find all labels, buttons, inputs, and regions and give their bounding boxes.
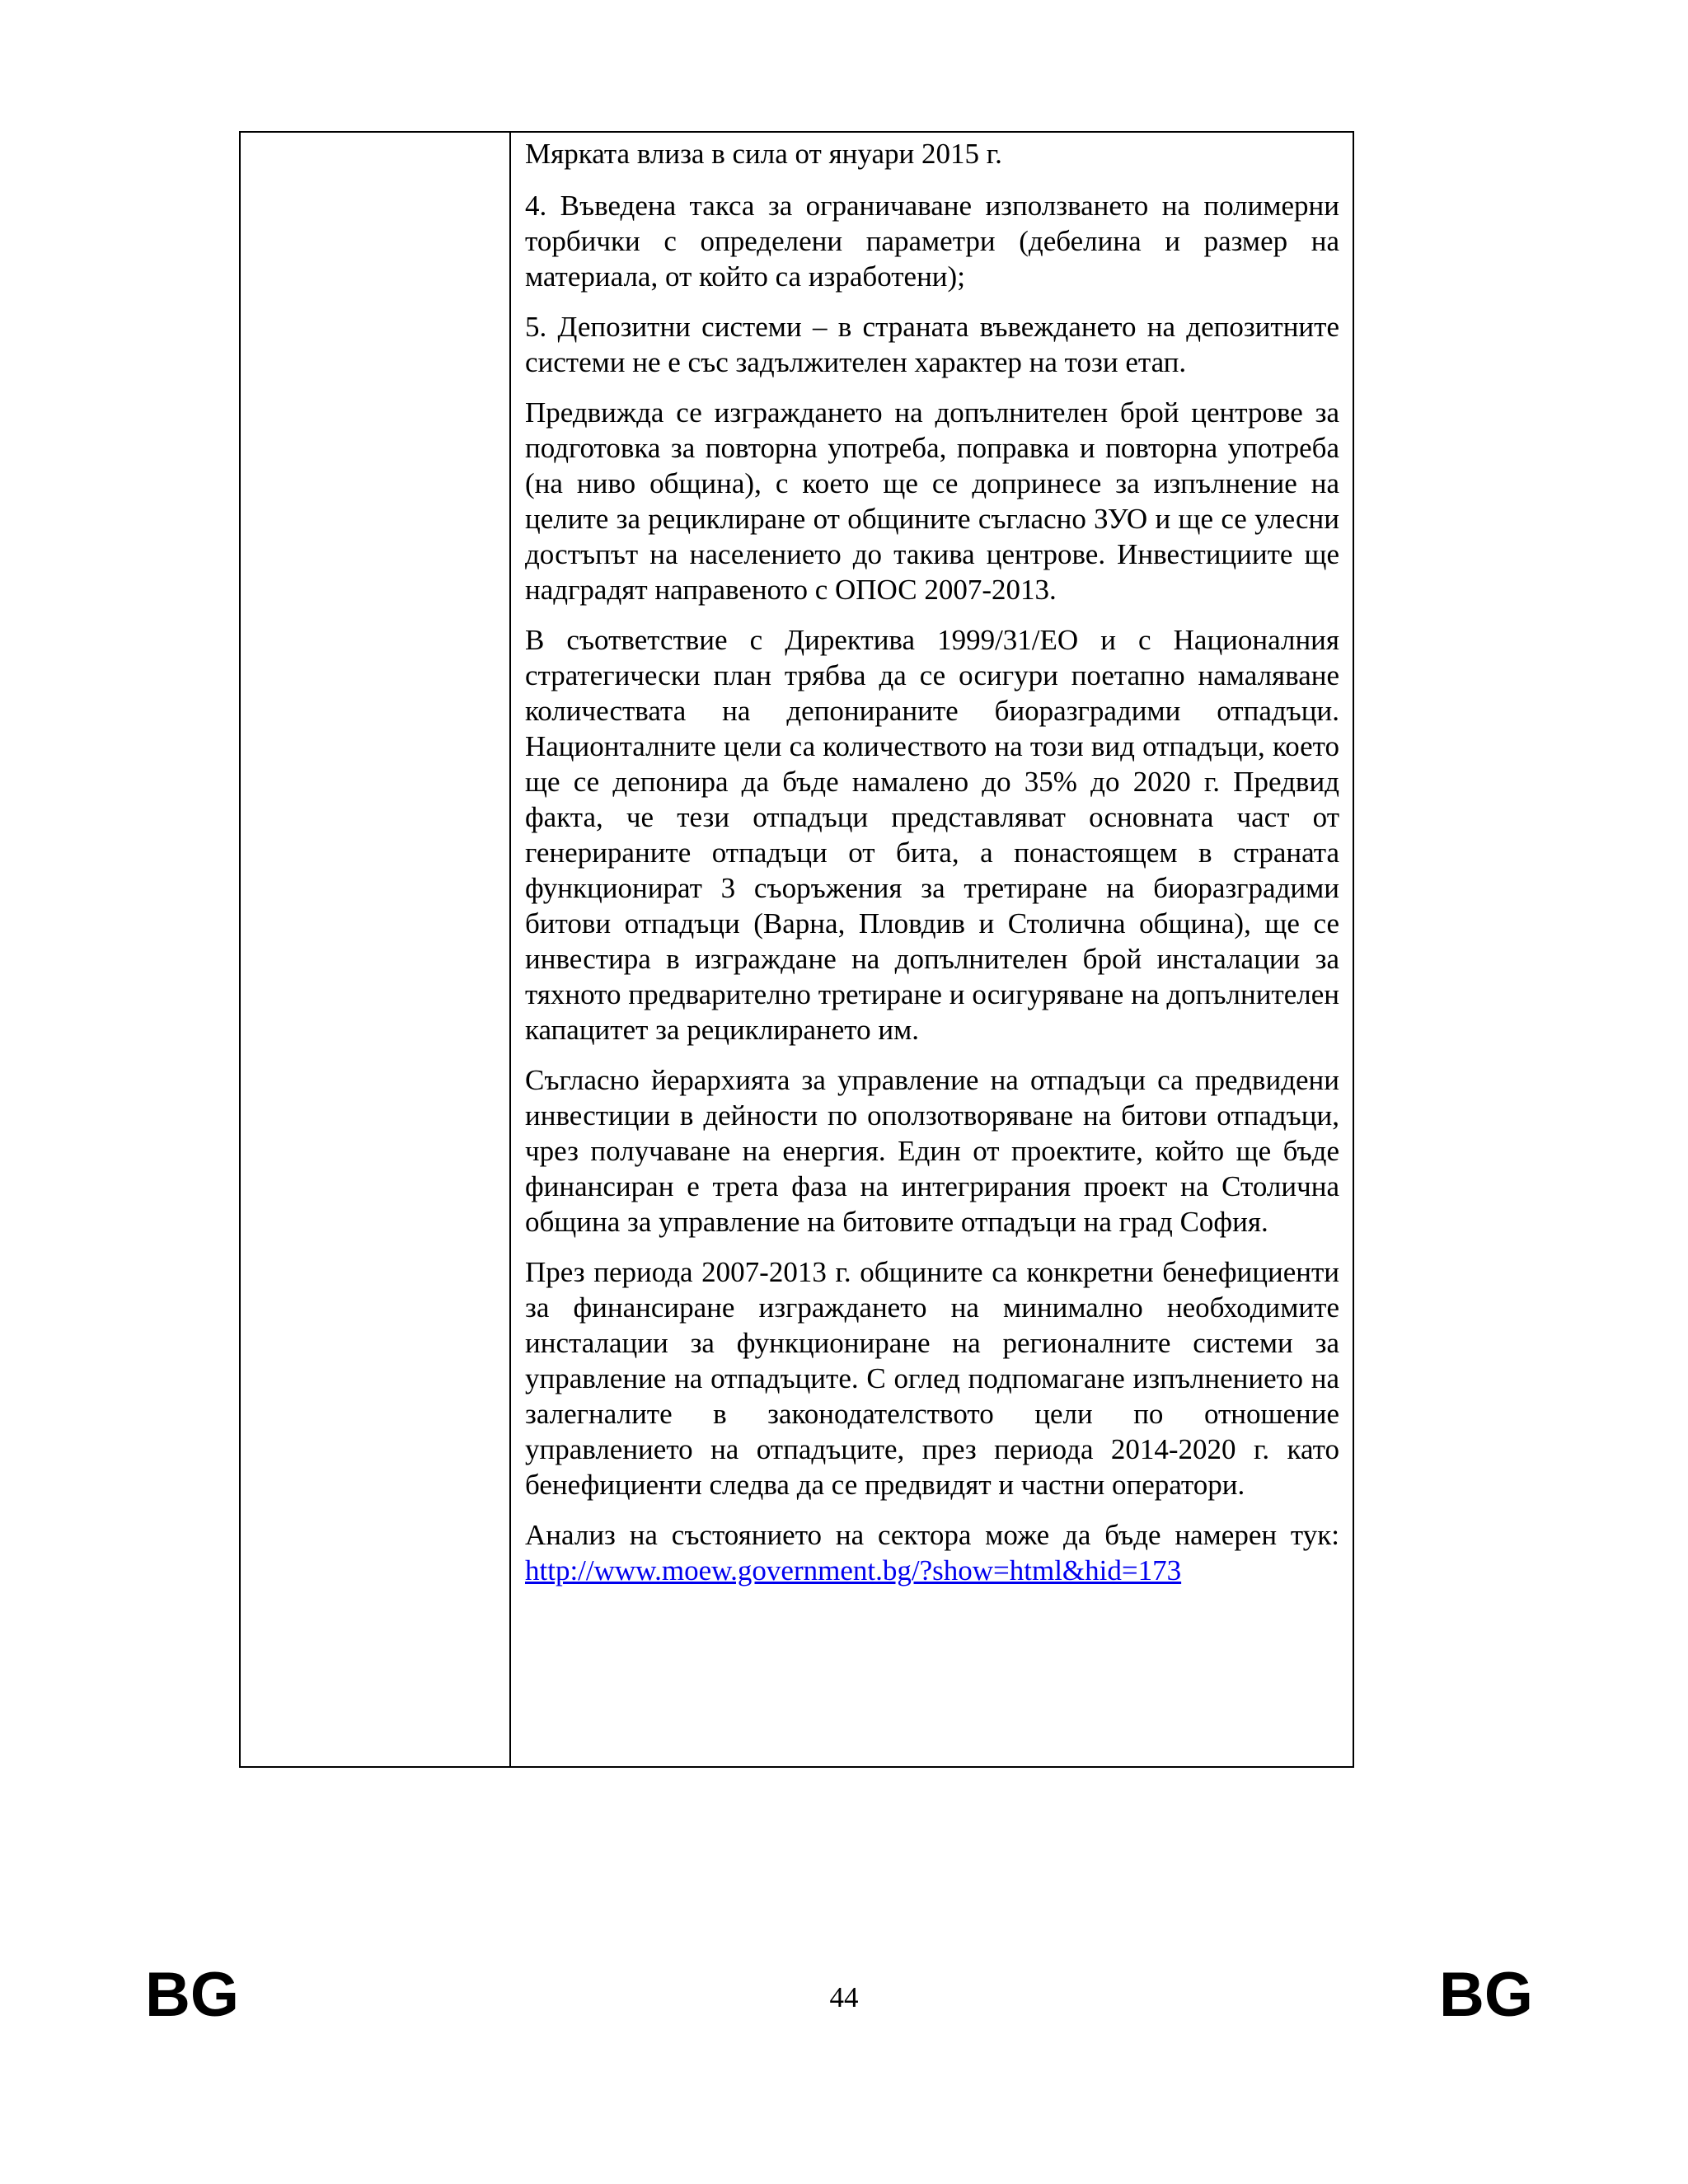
sector-analysis-text: Анализ на състоянието на сектора може да бъде намерен тук: — [525, 1519, 1339, 1551]
paragraph-sector-analysis — [525, 1517, 1339, 1588]
paragraph-measure-date: Мярката влиза в сила от януари 2015 г. — [525, 138, 1002, 170]
paragraph-biodegradable-waste: В съответствие с Директива 1999/31/ЕО и с Националния стратегически план трябва да се осигури поетапно намаляване количествата на депонираните биоразградими отпадъци. Национталните цели са количеството на този вид отпадъци, което ще се депонира да бъде намалено до 35% до 2020 г. Предвид факта, че тези отпадъци представляват основната част от генерираните отпадъци от бита, а понастоящем в страната функционират 3 съоръжения за третиране на биоразградими битови отпадъци (Варна, Пловдив и Столична община), ще се инвестира в изграждане на допълнителен брой инсталации за тяхното предварително третиране и осигуряване на допълнителен капацитет за рециклирането им. — [525, 624, 1339, 1046]
moew-link[interactable]: http://www.moew.government.bg/?show=html&hid=173 — [525, 1554, 1182, 1586]
paragraph-beneficiaries: През периода 2007-2013 г. общините са конкретни бенефициенти за финансиране изграждането на минимално необходимите инсталации за функциониране на регионалните системи за управление на отпадъците. С оглед подпомагане изпълнението на залегналите в законодателството цели по отношение управлението на отпадъците, през периода 2014-2020 г. като бенефициенти следва да се предвидят и частни оператори. — [525, 1256, 1339, 1501]
paragraph-bag-fee: 4. Въведена такса за ограничаване използването на полимерни торбички с определени параметри (дебелина и размер на материала, от който са изработени); — [525, 190, 1339, 293]
paragraph-deposit-systems: 5. Депозитни системи – в страната въвеждането на депозитните системи не е със задължителен характер на този етап. — [525, 311, 1339, 378]
content-table — [239, 131, 1354, 1768]
table-right-column — [511, 133, 1353, 1766]
footer-language-code-left: BG — [145, 1960, 239, 2030]
paragraph-reuse-centres: Предвижда се изграждането на допълнителен брой центрове за подготовка за повторна употреба, поправка и повторна употреба (на ниво община), с което ще се допринесе за изпълнение на целите за рециклиране от общините съгласно ЗУО и ще се улесни достъпът на населението до такива центрове. Инвестициите ще надградят направеното с ОПОС 2007-2013. — [525, 396, 1339, 606]
page-number: 44 — [829, 1981, 859, 2013]
footer-language-code-right: BG — [1439, 1960, 1533, 2030]
table-left-column — [241, 133, 511, 1766]
paragraph-energy-recovery: Съгласно йерархията за управление на отпадъци са предвидени инвестиции в дейности по оползотворяване на битови отпадъци, чрез получаване на енергия. Един от проектите, който ще бъде финансиран е трета фаза на интегрирания проект на Столична община за управление на битовите отпадъци на град София. — [525, 1064, 1339, 1238]
